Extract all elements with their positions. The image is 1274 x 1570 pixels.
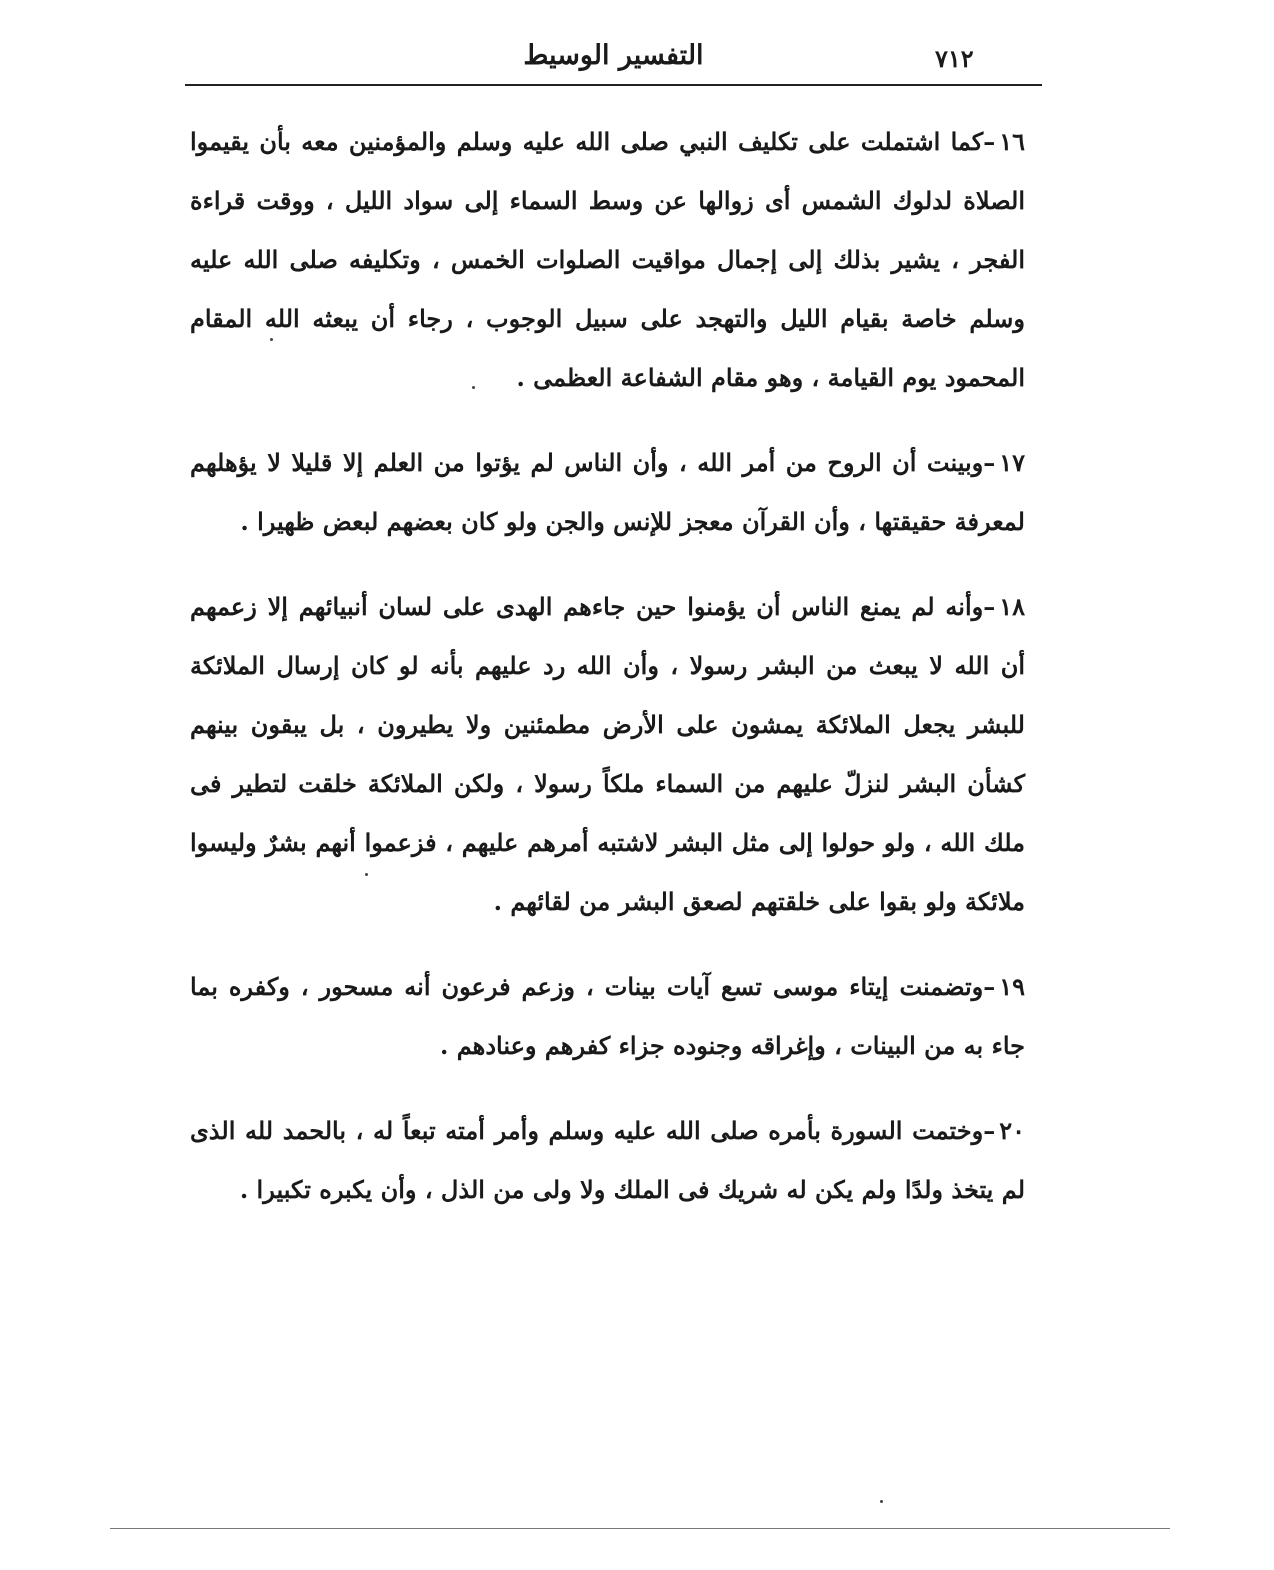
paragraph-text: –وختمت السورة بأمره صلى الله عليه وسلم وأمر أمته تبعاً له ، بالحمد لله الذى لم يتخذ ولدًا ولم يكن له شريك فى الملك ولا ولى من الذل ، وأن يكبره تكبيرا . bbox=[190, 1116, 1025, 1204]
scan-speck bbox=[880, 1500, 883, 1503]
scan-speck bbox=[365, 873, 368, 876]
paragraph-number: ١٦ bbox=[999, 127, 1025, 156]
paragraph-number: ١٩ bbox=[999, 972, 1025, 1001]
paragraph-number: ١٨ bbox=[999, 592, 1025, 621]
paragraph-16 bbox=[190, 112, 1025, 407]
header-title: التفسير الوسيط bbox=[523, 40, 704, 71]
paragraph-text: –وأنه لم يمنع الناس أن يؤمنوا حين جاءهم الهدى على لسان أنبيائهم إلا زعمهم أن الله لا يبعث من البشر رسولا ، وأن الله رد عليهم بأنه لو كان إرسال الملائكة للبشر يجعل الملائكة يمشون على الأرض مطمئنين ولا يطيرون ، بل يبقون بينهم كشأن البشر لنزلّ عليهم من السماء ملكاً رسولا ، ولكن الملائكة خلقت لتطير فى ملك الله ، ولو حولوا إلى مثل البشر لاشتبه أمرهم عليهم ، فزعموا أنهم بشرٌ وليسوا ملائكة ولو بقوا على خلقتهم لصعق البشر من لقائهم . bbox=[190, 592, 1025, 916]
paragraph-17 bbox=[190, 433, 1025, 551]
paragraph-text: –وتضمنت إيتاء موسى تسع آيات بينات ، وزعم فرعون أنه مسحور ، وكفره بما جاء به من البينات ، وإغراقه وجنوده جزاء كفرهم وعنادهم . bbox=[190, 972, 1025, 1060]
scan-speck bbox=[270, 338, 273, 341]
paragraph-text: –وبينت أن الروح من أمر الله ، وأن الناس لم يؤتوا من العلم إلا قليلا لا يؤهلهم لمعرفة حقيقتها ، وأن القرآن معجز للإنس والجن ولو كان بعضهم لبعض ظهيرا . bbox=[190, 448, 1025, 536]
body-text bbox=[190, 112, 1025, 1245]
page-number: ٧١٢ bbox=[935, 44, 974, 73]
paragraph-number: ٢٠ bbox=[999, 1116, 1025, 1145]
paragraph-19 bbox=[190, 957, 1025, 1075]
scan-speck bbox=[472, 386, 475, 389]
bottom-rule bbox=[110, 1528, 1170, 1529]
running-head bbox=[185, 38, 1042, 86]
paragraph-text: –كما اشتملت على تكليف النبي صلى الله عليه وسلم والمؤمنين معه بأن يقيموا الصلاة لدلوك الشمس أى زوالها عن وسط السماء إلى سواد الليل ، ووقت قراءة الفجر ، يشير بذلك إلى إجمال مواقيت الصلوات الخمس ، وتكليفه صلى الله عليه وسلم خاصة بقيام الليل والتهجد على سبيل الوجوب ، رجاء أن يبعثه الله المقام المحمود يوم القيامة ، وهو مقام الشفاعة العظمى . bbox=[190, 127, 1025, 392]
paragraph-number: ١٧ bbox=[999, 448, 1025, 477]
paragraph-20 bbox=[190, 1101, 1025, 1219]
paragraph-18 bbox=[190, 577, 1025, 931]
header-rule bbox=[185, 84, 1042, 86]
